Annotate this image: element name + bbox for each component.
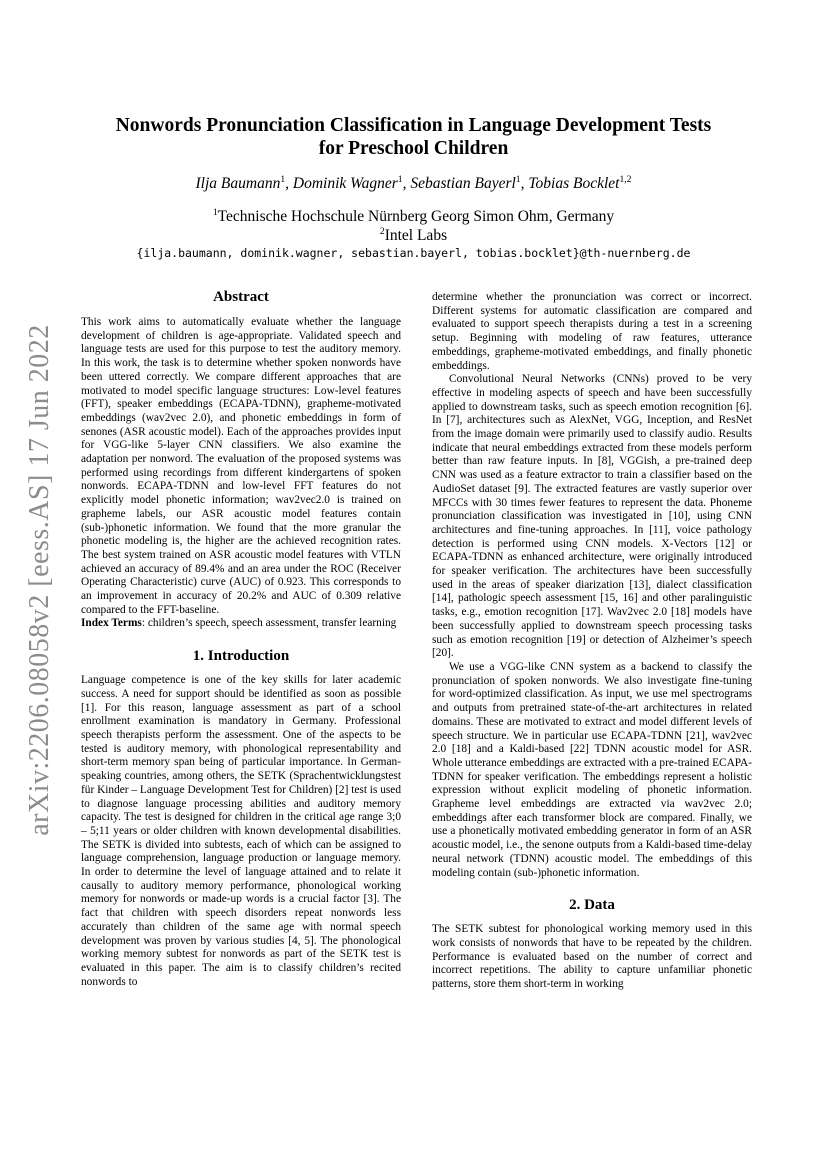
title-line-2: for Preschool Children: [318, 138, 509, 159]
author-affil-mark: 1,2: [619, 173, 632, 185]
affiliation-mark: 1: [212, 206, 218, 218]
author-name: Tobias Bocklet: [528, 175, 620, 192]
introduction-paragraph-1-continued: determine whether the pronunciation was correct or incorrect. Different systems for automatic classification are compared and evaluated to support speech therapists during a test in a screening setup. Beginning with modeling of raw features, utterance embeddings, grapheme-motivated embeddings, and finally phonetic embeddings.: [432, 291, 752, 372]
author-affil-mark: 1: [280, 173, 286, 185]
introduction-paragraph-3: We use a VGG-like CNN system as a backend to classify the pronunciation of spoken nonwords. We also investigate fine-tuning for word-optimized classification. As input, we use mel spectrograms and outputs from pretrained state-of-the-art architectures in related domains. These are motivated to extract and model different levels of speech structure. We in particular use ECAPA-TDNN [21], wav2vec 2.0 [18] and a Kaldi-based [22] TDNN acoustic model for ASR. Whole utterance embeddings are extracted with a pre-trained ECAPA-TDNN for speaker verification. The embeddings represent a holistic expression without explicit modeling of phonetic information. Grapheme level embeddings are extracted via wav2vec 2.0; embeddings after each transformer block are compared. Finally, we use a phonetically motivated embedding generator in form of an ASR acoustic model, i.e., the senone outputs from a Kaldi-based time-delay neural network (TDNN) acoustic model. The embeddings of this modeling contain (sub-)phonetic information.: [432, 660, 752, 879]
title-line-1: Nonwords Pronunciation Classification in Language Development Tests: [115, 115, 712, 136]
index-terms-label: Index Terms: [81, 617, 142, 630]
right-column: [432, 291, 752, 992]
affiliation-mark: 2: [379, 225, 385, 237]
data-paragraph-1: The SETK subtest for phonological working memory used in this work consists of nonwords that have to be repeated by the children. Performance is evaluated based on the number of correct and incorrect repetitions. The ability to capture unfamiliar phonetic patterns, store them short-term in working: [432, 923, 752, 991]
introduction-heading: 1. Introduction: [192, 648, 290, 665]
arxiv-identifier: arXiv:2206.08058v2 [eess.AS] 17 Jun 2022: [24, 324, 55, 836]
affiliations: [90, 207, 737, 245]
abstract-text: This work aims to automatically evaluate whether the language development of children is age-appropriate. Validated speech and language tests are used for this purpose to test the auditory memory. In this work, the task is to determine whether spoken nonwords have been uttered correctly. We compare different approaches that are motivated to model specific language structures: Low-level features (FFT), speaker embeddings (ECAPA-TDNN), grapheme-motivated embeddings (wav2vec 2.0), and phonetic embeddings in form of senones (ASR acoustic model). Each of the approaches provides input for VGG-like 5-layer CNN classifiers. We also examine the adaptation per nonword. The evaluation of the proposed systems was performed using recordings from different kindergartens of spoken nonwords. ECAPA-TDNN and low-level FFT features do not explicitly model phonetic information; wav2vec2.0 is trained on grapheme labels, our ASR acoustic model features contain (sub-)phonetic information. We found that the more granular the phonetic modeling is, the higher are the achieved recognition rates. The best system trained on ASR acoustic model features with VTLN achieved an accuracy of 89.4% and an area under the ROC (Receiver Operating Characteristic) curve (AUC) of 0.923. This corresponds to an improvement in accuracy of 20.2% and AUC of 0.309 relative compared to the FFT-baseline.: [81, 316, 401, 616]
author-list: Ilja Baumann$^1$, Dominik Wagner$^1$, Sebastian Bayerl$^1$, Tobias Bocklet$^{1,2}$: [195, 173, 632, 192]
index-terms: [81, 617, 401, 631]
author-affil-mark: 1: [397, 173, 403, 185]
left-column: [81, 288, 401, 989]
affiliation-1: [90, 207, 737, 226]
data-heading: 2. Data: [569, 897, 615, 914]
author-name: Dominik Wagner: [292, 175, 398, 192]
paper-title: [90, 114, 737, 160]
affiliation-text: Intel Labs: [384, 227, 448, 244]
author-emails[interactable]: {ilja.baumann, dominik.wagner, sebastian.bayerl, tobias.bocklet}@th-nuernberg.de: [136, 246, 691, 260]
affiliation-text: Technische Hochschule Nürnberg Georg Simon Ohm, Germany: [217, 208, 615, 225]
abstract-heading: Abstract: [213, 289, 269, 305]
affiliation-2: [90, 226, 737, 245]
author-name: Ilja Baumann: [195, 175, 281, 192]
index-terms-text: : children’s speech, speech assessment, transfer learning: [141, 617, 397, 630]
author-name: Sebastian Bayerl: [410, 175, 516, 192]
author-affil-mark: 1: [515, 173, 521, 185]
introduction-paragraph-2: Convolutional Neural Networks (CNNs) proved to be very effective in modeling aspects of speech and have been successfully applied to downstream tasks, such as speech emotion recognition [6]. In [7], architectures such as AlexNet, VGG, Inception, and ResNet from the image domain were primarily used to classify audio. Results indicate that neural embeddings extracted from these models perform better than raw feature inputs. In [8], VGGish, a pre-trained deep CNN was used as a feature extractor to train a classifier based on the AudioSet dataset [9]. The extracted features are vastly superior over MFCCs with 30 times fewer features to represent the data. Phoneme pronunciation classification was investigated in [10], using CNN architectures and fine-tuning approaches. In [11], voice pathology detection is performed using CNN models. X-Vectors [12] or ECAPA-TDNN as enhanced architecture, were originally introduced for speaker verification. The architectures have been successfully used in the areas of speaker diarization [13], dialect classification [14], pathologic speech assessment [15, 16] and other paralinguistic tasks, e.g., emotion recognition [17]. Wav2vec 2.0 [18] models have been successfully applied to downstream speech processing tasks such as emotion recognition [19] or detection of Alzheimer’s speech [20].: [432, 373, 752, 660]
arxiv-side-stamp: [18, 324, 62, 836]
introduction-paragraph-1: Language competence is one of the key skills for later academic success. A need for support should be identified as soon as possible [1]. For this reason, language assessment as part of a school enrollment examination is mandatory in Germany. Professional speech therapists perform the assessment. One of the aspects to be tested is auditory memory, with phonological representability and short-term memory span being of particular importance. In German-speaking countries, among others, the SETK (Sprachentwicklungstest für Kinder – Language Development Test for Children) [2] test is used to diagnose language processing abilities and auditory memory capacity. The test is designed for children in the critical age range 3;0 – 5;11 years or older children with known developmental disabilities. The SETK is divided into subtests, each of which can be assigned to language comprehension, language production or language memory. In order to determine the level of language attained and to relate it causally to auditory memory performance, phonological working memory for nonwords or made-up words is a crucial factor [3]. The fact that children with speech disorders repeat nonwords less accurately than children of the same age with normal speech development was proven by various studies [4, 5]. The phonological working memory subtest for nonwords as part of the SETK test is evaluated in this paper. The aim is to classify children’s recited nonwords to: [81, 674, 402, 988]
